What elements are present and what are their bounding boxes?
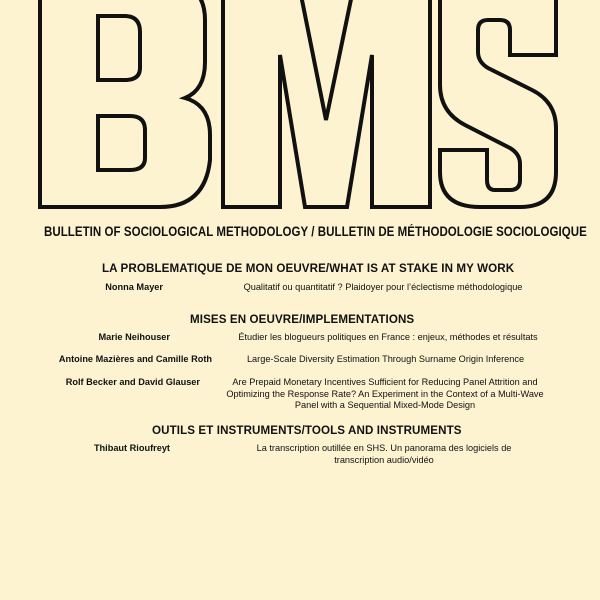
logo-letter-s <box>440 0 556 207</box>
entry-author: Antoine Mazières and Camille Roth <box>58 354 212 364</box>
section-heading: MISES EN OEUVRE/IMPLEMENTATIONS <box>190 313 415 326</box>
journal-logo <box>0 0 600 215</box>
logo-letter-m <box>223 0 430 207</box>
entry-title: Large-Scale Diversity Estimation Through Surname Origin Inference <box>246 354 525 364</box>
entry-author: Thibaut Rioufreyt <box>93 443 170 453</box>
entry-author: Marie Neihouser <box>98 332 170 342</box>
entry-author: Nonna Mayer <box>105 282 163 292</box>
section-heading: LA PROBLEMATIQUE DE MON OEUVRE/WHAT IS AT STAKE IN MY WORK <box>102 262 515 275</box>
logo-letter-b <box>40 0 210 207</box>
entry-title: Qualitatif ou quantitatif ? Plaidoyer pour l’éclectisme méthodologique <box>243 282 523 292</box>
entry-title: Are Prepaid Monetary Incentives Sufficient for Reducing Panel Attrition and Optimizing the Response Rate? An Experiment in the Context of a Multi-Wave Panel with a Sequential Mixed-Mode Design <box>226 377 544 411</box>
section-heading: OUTILS ET INSTRUMENTS/TOOLS AND INSTRUMENTS <box>152 424 462 437</box>
journal-subtitle: BULLETIN OF SOCIOLOGICAL METHODOLOGY / BULLETIN DE MÉTHODOLOGIE SOCIOLOGIQUE <box>44 224 587 239</box>
entry-title: Étudier les blogueurs politiques en France : enjeux, méthodes et résultats <box>238 332 538 342</box>
entry-author: Rolf Becker and David Glauser <box>65 377 200 387</box>
entry-title: La transcription outillée en SHS. Un panorama des logiciels de transcription audio/vidéo <box>256 443 512 465</box>
